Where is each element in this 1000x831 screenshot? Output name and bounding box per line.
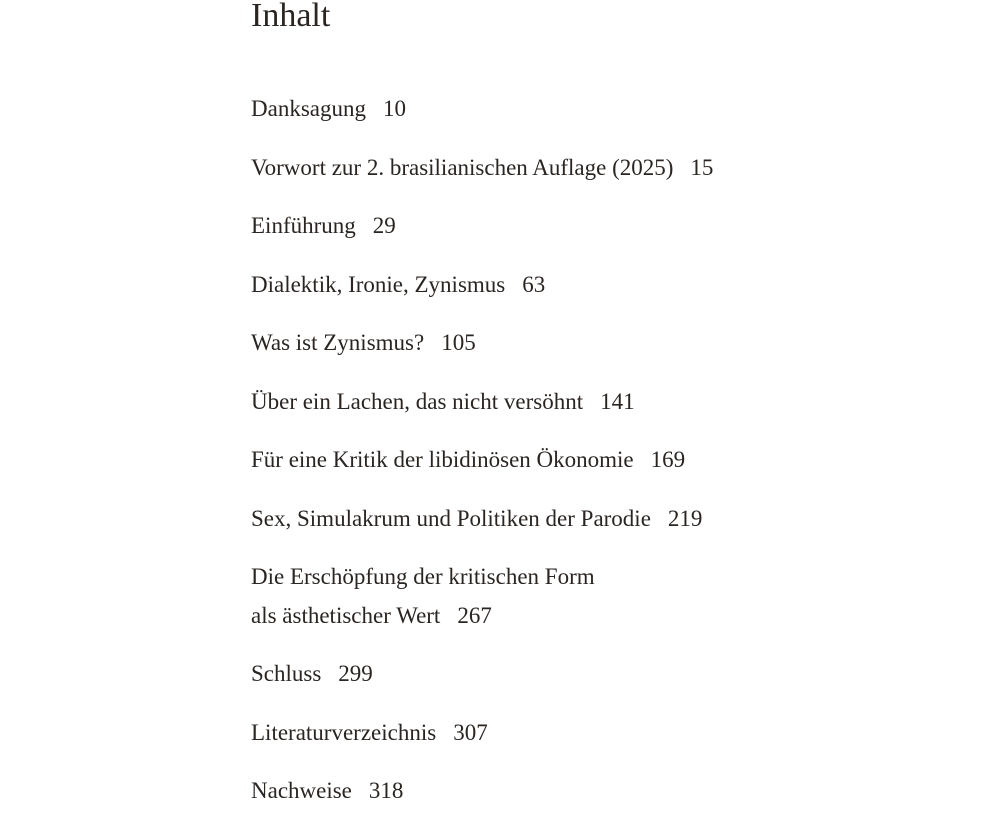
toc-entry-title: Nachweise [251, 778, 352, 803]
toc-entry-title: Danksagung [251, 96, 366, 121]
toc-entry-title: Sex, Simulakrum und Politiken der Parodie [251, 505, 651, 531]
toc-entry-literaturverzeichnis [251, 714, 713, 753]
toc-entry-page: 318 [368, 778, 404, 803]
toc-entry-zynismus [251, 324, 713, 363]
toc-entry-einfuehrung [251, 207, 713, 246]
toc-entry-title: Was ist Zynismus? [251, 330, 425, 355]
toc-entry-page: 219 [667, 505, 703, 531]
toc-entry-title-line2: als ästhetischer Wert [251, 602, 441, 628]
toc-entry-title: Einführung [251, 213, 356, 238]
toc-entry-parodie [251, 500, 713, 539]
toc-entry-page: 63 [522, 271, 546, 297]
toc-entry-lachen [251, 383, 713, 422]
toc-entry-page: 169 [650, 447, 686, 472]
toc-entry-oekonomie [251, 441, 713, 480]
toc-entry-page: 299 [338, 661, 373, 686]
toc-entry-title: Über ein Lachen, das nicht versöhnt [251, 388, 584, 414]
page-title: Inhalt [251, 0, 331, 34]
toc-entry-dialektik [251, 266, 713, 305]
toc-entry-danksagung [251, 90, 713, 129]
toc-entry-title: Für eine Kritik der libidinösen Ökonomie [251, 447, 634, 472]
toc-entry-page: 267 [457, 602, 492, 628]
toc-entry-erschoepfung [251, 558, 713, 635]
toc-entry-vorwort [251, 149, 713, 188]
toc-list [251, 90, 713, 831]
toc-entry-page: 307 [453, 719, 488, 745]
toc-entry-title-line1: Die Erschöpfung der kritischen Form [251, 564, 595, 589]
toc-entry-title: Schluss [251, 661, 322, 686]
toc-entry-page: 29 [372, 213, 396, 238]
toc-entry-page: 105 [441, 330, 476, 355]
toc-entry-title: Dialektik, Ironie, Zynismus [251, 271, 506, 297]
toc-entry-nachweise [251, 772, 713, 811]
toc-entry-schluss [251, 655, 713, 694]
toc-entry-page: 141 [600, 388, 635, 414]
toc-entry-title: Literaturverzeichnis [251, 719, 437, 745]
toc-entry-title: Vorwort zur 2. brasilianischen Auflage (2025) [251, 154, 674, 180]
toc-entry-page: 10 [382, 96, 406, 121]
toc-entry-page: 15 [690, 154, 714, 180]
